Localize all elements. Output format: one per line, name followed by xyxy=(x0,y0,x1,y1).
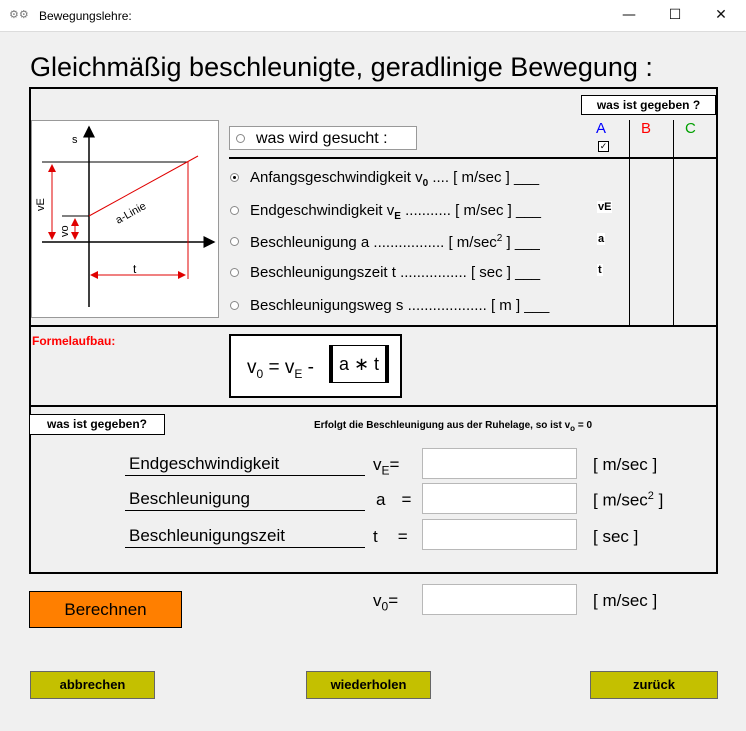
ve-label: vE xyxy=(35,198,47,211)
search-question-box[interactable] xyxy=(229,126,417,150)
option-label: Beschleunigungsweg s ................... [ m ] ___ xyxy=(250,297,550,314)
page-title: Gleichmäßig beschleunigte, geradlinige Bewegung : xyxy=(30,52,653,82)
s-axis-label: s xyxy=(72,134,78,146)
result-symbol: $v_0=$ xyxy=(373,591,399,614)
close-button[interactable]: ✕ xyxy=(715,7,727,23)
radio-button[interactable] xyxy=(230,206,239,215)
divider xyxy=(29,572,717,574)
divider xyxy=(629,120,630,326)
field-label-acceleration: Beschleunigung xyxy=(129,489,250,508)
divider xyxy=(673,120,674,326)
motion-diagram xyxy=(31,120,219,318)
cancel-button[interactable]: abbrechen xyxy=(30,671,155,699)
formula-box xyxy=(229,334,402,398)
column-b-label: B xyxy=(641,120,652,137)
radio-button[interactable] xyxy=(230,173,239,182)
formula-bracket: a ∗ t xyxy=(329,345,389,383)
symbol-acceleration: a = xyxy=(376,490,412,509)
unit-acceleration-time: [ sec ] xyxy=(593,527,639,546)
radio-button[interactable] xyxy=(230,237,239,246)
result-output[interactable] xyxy=(422,584,577,615)
formula-label: Formelaufbau: xyxy=(32,334,116,348)
title-bar xyxy=(0,0,746,32)
a-line-label: a-Linie xyxy=(113,200,149,227)
maximize-button[interactable]: ☐ xyxy=(668,7,682,23)
underline xyxy=(125,547,365,548)
search-question-label: was wird gesucht : xyxy=(256,130,388,147)
option-label: Anfangsgeschwindigkeit $v_0$ .... [ m/sec ] ___ xyxy=(250,169,540,189)
rest-note: Erfolgt die Beschleunigung aus der Ruhelage, so ist $v_o = 0$ xyxy=(314,420,593,433)
result-unit: [ m/sec ] xyxy=(593,591,658,610)
option-tag: t xyxy=(598,264,602,276)
symbol-final-velocity: $v_E=$ xyxy=(373,455,400,478)
option-tag: a xyxy=(598,233,605,245)
option-label: Beschleunigung a ................. [ $m/\sec^2$ ] ___ xyxy=(250,233,540,251)
underline xyxy=(125,475,365,476)
option-tag: vE xyxy=(598,201,612,213)
option-label: Endgeschwindigkeit $v_E$ ........... [ m/sec ] ___ xyxy=(250,202,541,222)
search-question-radio[interactable] xyxy=(236,134,245,143)
input-acceleration-time[interactable] xyxy=(422,519,577,550)
field-label-acceleration-time: Beschleunigungszeit xyxy=(129,526,285,545)
t-axis-label: t xyxy=(133,262,137,276)
unit-final-velocity: [ m/sec ] xyxy=(593,455,658,474)
input-acceleration[interactable] xyxy=(422,483,577,514)
calculate-button[interactable]: Berechnen xyxy=(29,591,182,628)
formula-text: $v_0 = v_E$ - xyxy=(247,357,314,381)
option-label: Beschleunigungszeit t ................ [ sec ] ___ xyxy=(250,264,541,281)
radio-button[interactable] xyxy=(230,301,239,310)
radio-button[interactable] xyxy=(230,268,239,277)
column-a-label: A xyxy=(596,120,607,137)
repeat-button[interactable]: wiederholen xyxy=(306,671,431,699)
underline xyxy=(125,510,365,511)
given-header: was ist gegeben ? xyxy=(581,95,716,115)
back-button[interactable]: zurück xyxy=(590,671,718,699)
column-a-checkbox[interactable]: ✓ xyxy=(599,141,608,151)
divider xyxy=(229,157,717,159)
gear-icon: ⚙⚙ xyxy=(9,8,29,21)
field-label-final-velocity: Endgeschwindigkeit xyxy=(129,454,280,473)
unit-acceleration: [ $m/\sec^2$ ] xyxy=(593,490,664,510)
input-final-velocity[interactable] xyxy=(422,448,577,479)
window-title: Bewegungslehre: xyxy=(39,9,132,23)
divider xyxy=(29,87,717,89)
divider xyxy=(29,325,717,327)
given-button[interactable]: was ist gegeben? xyxy=(29,414,165,435)
divider xyxy=(716,87,718,574)
symbol-acceleration-time: t = xyxy=(373,527,408,546)
column-c-label: C xyxy=(685,120,696,137)
diagram-svg xyxy=(32,121,218,317)
minimize-button[interactable]: — xyxy=(622,7,636,23)
divider xyxy=(29,405,717,407)
v0-label: vo xyxy=(59,225,71,237)
